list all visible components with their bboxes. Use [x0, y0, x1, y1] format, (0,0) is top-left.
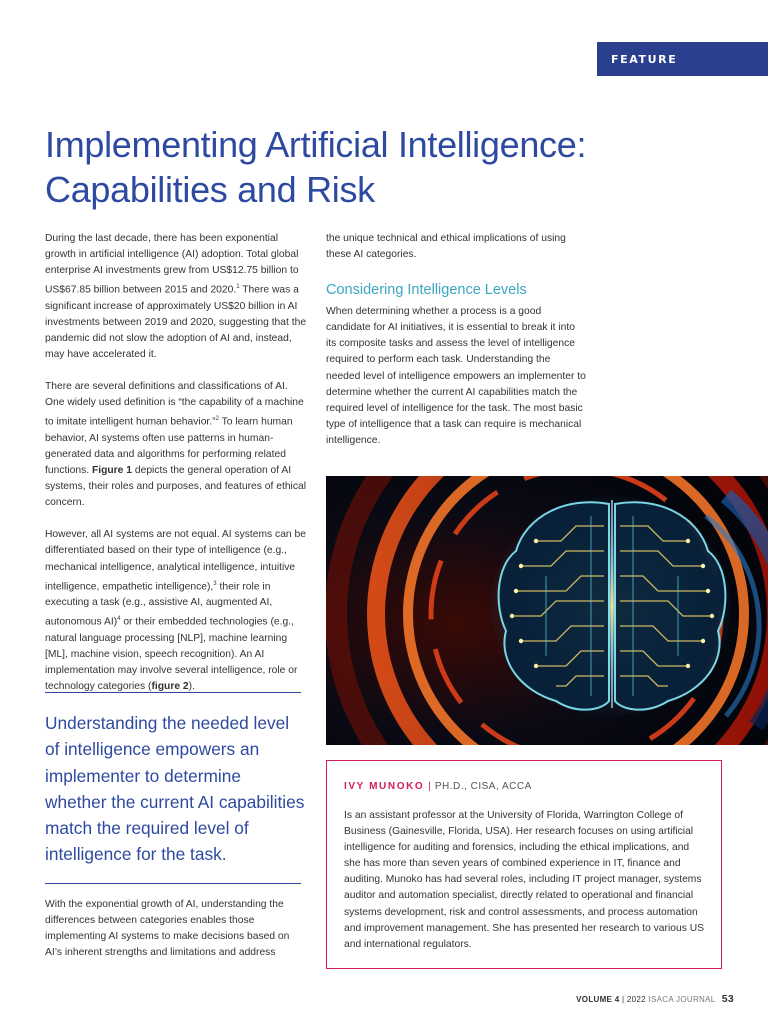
pull-quote: Understanding the needed level of intelligence empowers an implementer to determine whether the current AI capabilities match the required level of intelligence for the task.	[45, 713, 305, 865]
section-subheading: Considering Intelligence Levels	[326, 282, 527, 299]
section-label-text: FEATURE	[611, 52, 678, 66]
page-footer	[576, 993, 734, 1005]
section-label	[597, 42, 768, 76]
footnote-ref: 1	[236, 284, 240, 291]
paragraph-intro: During the last decade, there has been exponential growth in artificial intelligence (AI) adoption. Total global enterprise AI investments grew from US$12.75 billion to US$67.85 billion between 2015 and 2020.$^1$ There was a significant increase of approximately US$20 billion in AI investments between 2019 and 2020, suggesting that the pandemic did not slow the adoption of AI and, instead, may have accelerated it.	[45, 233, 307, 361]
author-credentials: PH.D., CISA, ACCA	[434, 781, 532, 792]
footnote-ref: 2	[215, 416, 219, 423]
author-name: IVY MUNOKO	[344, 781, 425, 792]
footer-year: 2022	[626, 995, 646, 1004]
footer-separator: |	[622, 995, 625, 1004]
paragraph-continued: the unique technical and ethical implications of using these AI categories.	[326, 233, 566, 261]
footer-volume: VOLUME 4	[576, 995, 620, 1004]
footnote-ref: 3	[213, 580, 217, 587]
pull-quote-rule-bottom	[45, 883, 301, 884]
circuit-brain-illustration	[326, 476, 768, 745]
paragraph-definitions: There are several definitions and classifications of AI. One widely used definition is “the capability of a machine to imitate intelligent human behavior.”$^2$ To learn human behavior, AI systems often use patterns in human-generated data and algorithms for performing related functions. Figure 1 depicts the general operation of AI systems, their roles and purposes, and features of ethical concern.	[45, 381, 306, 509]
figure-reference: Figure 1	[91, 465, 132, 477]
footnote-ref: 4	[117, 616, 121, 623]
author-bio-text: Is an assistant professor at the University of Florida, Warrington College of Business (Gainesville, Florida, USA). Her research focuses on using artificial intelligence for auditing and forensics, including the ethical implications, and she has more than seven years of combined experience in IT, finance and auditing. Munoko has had several roles, including IT project manager, systems auditor and automation specialist, directly related to operational and financial systems development, risk and control assessments, and process automation and improvement management. She has presented her research to various US and international regulators.	[344, 810, 705, 950]
byline-separator: |	[428, 781, 431, 792]
author-byline	[344, 780, 704, 794]
body-column-right	[326, 231, 586, 449]
pull-quote-rule-top	[45, 692, 301, 693]
paragraph-categories: However, all AI systems are not equal. AI systems can be differentiated based on their type of intelligence (e.g., mechanical intelligence, analytical intelligence, intuitive intelligence, empathetic intelligence),$^3$ their role in executing a task (e.g., assistive AI, augmented AI, autonomous AI)$^4$ or their embedded technologies (e.g., natural language processing [NLP], machine learning [ML], machine vision, speech recognition). An AI implementation may involve several intelligence, role or technology categories (figure 2).	[45, 529, 306, 693]
body-column-left	[45, 231, 307, 695]
body-column-left-continued	[45, 897, 307, 961]
figure-reference: figure 2	[151, 681, 189, 693]
paragraph-growth: With the exponential growth of AI, understanding the differences between categories enables those implementing AI systems to make decisions based on AI’s inherent strengths and limitations and address	[45, 899, 290, 959]
brain-circuit-icon	[326, 476, 768, 745]
paragraph-intelligence-levels: When determining whether a process is a good candidate for AI initiatives, it is essential to break it into its composite tasks and assess the level of intelligence required to perform each task. Understanding the needed level of intelligence empowers an implementer to determine whether the current AI capabilities match the required level of intelligence for the task. The most basic type of intelligence that a task can require is mechanical intelligence.	[326, 306, 586, 446]
page-number: 53	[721, 993, 734, 1005]
footer-journal: ISACA JOURNAL	[648, 995, 716, 1004]
author-bio	[326, 760, 722, 969]
article-title: Implementing Artificial Intelligence: Capabilities and Risk	[45, 124, 587, 210]
